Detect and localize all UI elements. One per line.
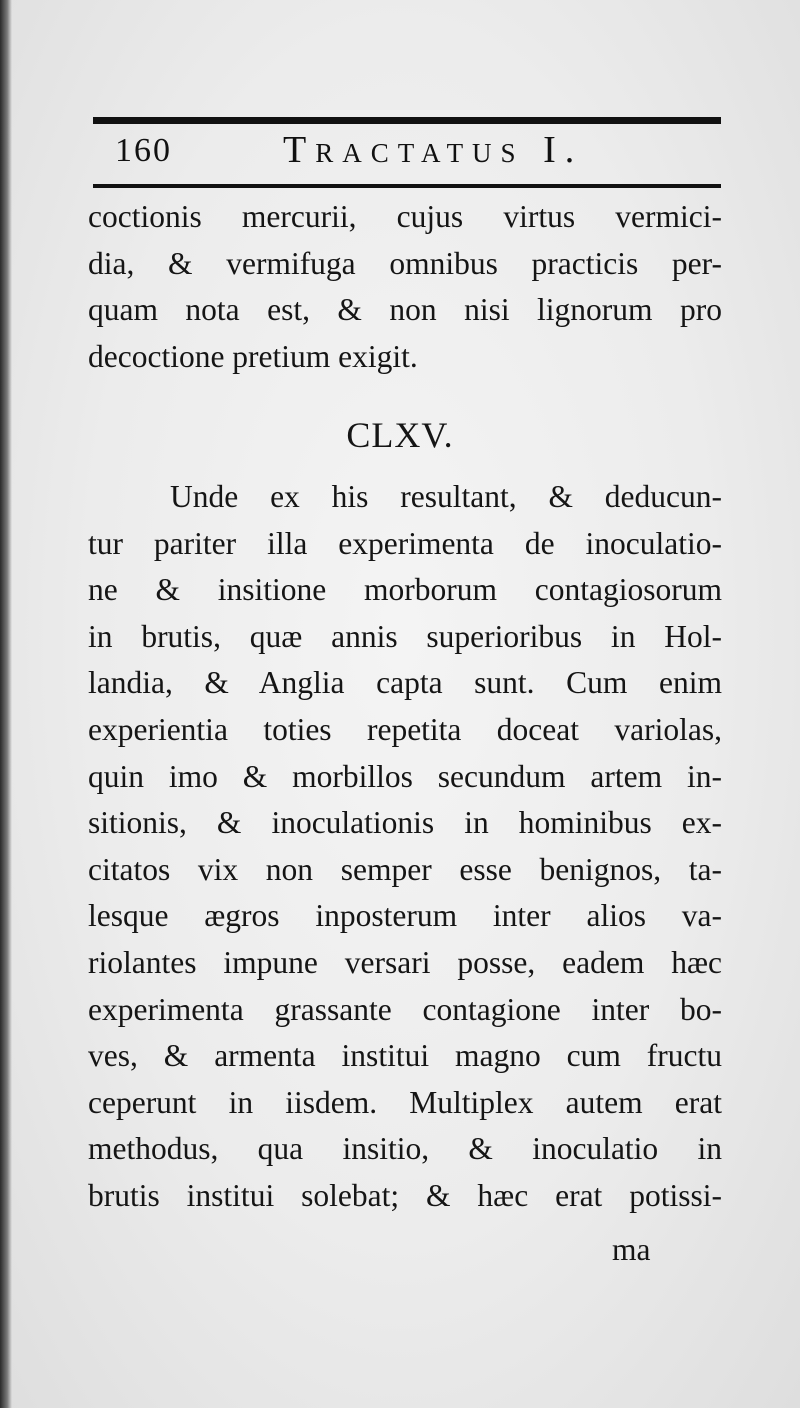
text-line: ves, & armenta institui magno cum fructu [88,1038,722,1074]
text-line: tur pariter illa experimenta de inoculatio- [88,525,722,561]
text-line: Unde ex his resultant, & deducun- [170,479,722,514]
text-line: decoctione pretium exigit. [88,338,418,374]
page-edge-shadow [0,0,12,1408]
header-rule-bottom [93,184,721,188]
text-line: experientia toties repetita doceat variolas, [88,711,722,747]
text-line: citatos vix non semper esse benignos, ta- [88,851,722,887]
running-header [93,126,721,182]
continuation-paragraph [88,194,722,380]
section-paragraph [88,474,722,1220]
text-line: landia, & Anglia capta sunt. Cum enim [88,665,722,701]
text-line: sitionis, & inoculationis in hominibus ex- [88,805,722,841]
text-line: riolantes impune versari posse, eadem hæc [88,944,722,980]
text-line: quin imo & morbillos secundum artem in- [88,758,722,794]
text-line: lesque ægros inposterum inter alios va- [88,898,722,934]
catchword: ma [612,1232,651,1267]
text-line: in brutis, quæ annis superioribus in Hol- [88,618,722,654]
header-rule-top [93,117,721,124]
section-heading: CLXV. [346,415,454,455]
page-number: 160 [115,132,172,169]
text-line: ceperunt in iisdem. Multiplex autem erat [88,1084,722,1120]
running-title: Tractatus I. [283,129,584,171]
text-line: experimenta grassante contagione inter bo- [88,991,722,1027]
text-line: methodus, qua insitio, & inoculatio in [88,1131,722,1167]
text-line: brutis institui solebat; & hæc erat potissi- [88,1177,722,1213]
text-line: coctionis mercurii, cujus virtus vermici- [88,199,722,234]
text-line: ne & insitione morborum contagiosorum [88,572,722,608]
text-line: dia, & vermifuga omnibus practicis per- [88,245,722,281]
text-line: quam nota est, & non nisi lignorum pro [88,292,722,328]
